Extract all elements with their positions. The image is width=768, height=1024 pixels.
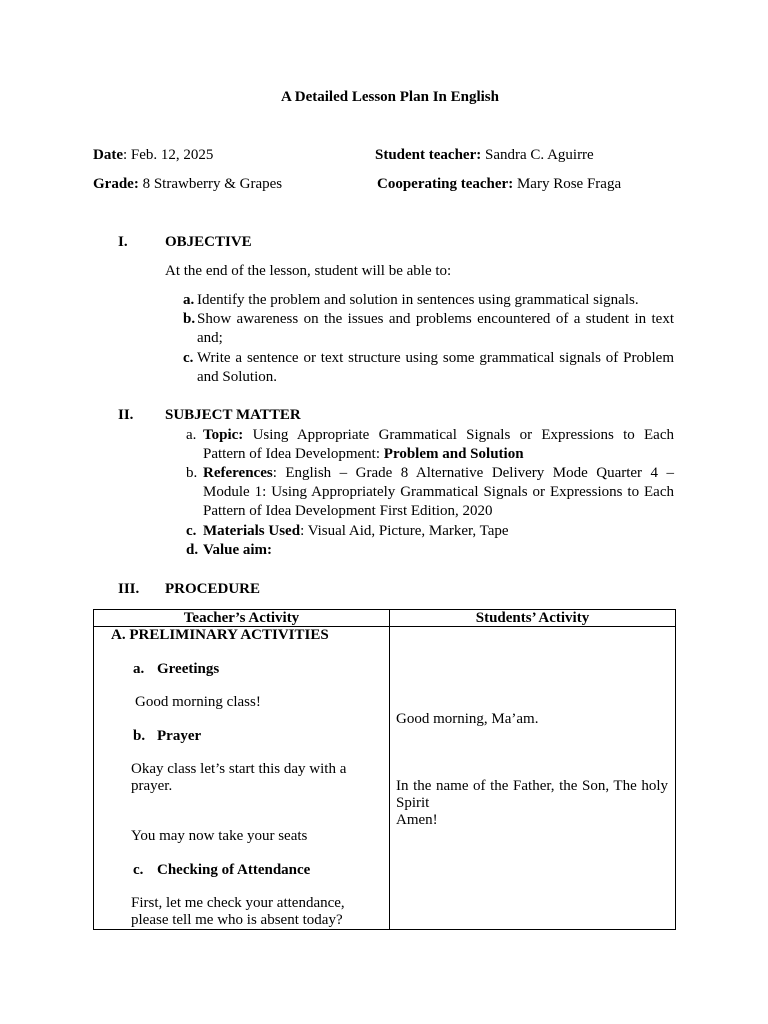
students-activity-header: Students’ Activity (390, 610, 676, 627)
subject-matter-heading: SUBJECT MATTER (165, 407, 301, 423)
references-marker: b. (186, 465, 198, 481)
procedure-heading: PROCEDURE (165, 581, 261, 597)
attendance-heading: Checking of Attendance (157, 862, 311, 878)
objective-b-text: Show awareness on the issues and problems encountered of a student in text and; (197, 311, 674, 346)
attendance-line-2: please tell me who is absent today? (131, 912, 343, 928)
grade-label: Grade: (93, 176, 139, 192)
topic-bold-tail: Problem and Solution (383, 446, 524, 462)
seats-line: You may now take your seats (131, 828, 308, 844)
attendance-marker: c. (133, 862, 144, 878)
student-teacher-value: Sandra C. Aguirre (484, 147, 594, 163)
date-label: Date (93, 147, 123, 163)
topic-text: Using Appropriate Grammatical Signals or Expressions to Each Pattern of Idea Development: (203, 427, 674, 462)
table-row (94, 627, 676, 930)
objective-intro: At the end of the lesson, student will be able to: (165, 263, 452, 279)
grade-value: 8 Strawberry & Grapes (142, 176, 283, 192)
greetings-heading: Greetings (157, 661, 220, 677)
table-header-row (94, 610, 676, 627)
prayer-heading: Prayer (157, 728, 202, 744)
students-activity-cell (390, 627, 676, 930)
procedure-table (93, 609, 676, 930)
document-title: A Detailed Lesson Plan In English (281, 89, 499, 105)
teacher-activity-header: Teacher’s Activity (94, 610, 390, 627)
materials-marker: c. (186, 523, 197, 539)
subject-matter-number: II. (118, 407, 134, 423)
attendance-line-1: First, let me check your attendance, (131, 895, 345, 911)
objective-a-marker: a. (183, 292, 195, 308)
prayer-line-1: Okay class let’s start this day with a (131, 761, 347, 777)
objective-number: I. (118, 234, 128, 250)
references-label: References (203, 465, 273, 481)
cooperating-teacher-line (377, 175, 621, 194)
student-teacher-line (375, 146, 594, 165)
preliminary-activities-heading: A. PRELIMINARY ACTIVITIES (111, 627, 329, 643)
objective-b-marker: b. (183, 311, 196, 327)
greeting-reply: Good morning, Ma’am. (396, 711, 539, 727)
value-aim-marker: d. (186, 542, 199, 558)
student-teacher-label: Student teacher: (375, 147, 482, 163)
objective-a-text: Identify the problem and solution in sentences using grammatical signals. (197, 292, 639, 308)
materials-text: : Visual Aid, Picture, Marker, Tape (300, 523, 509, 539)
value-aim-label: Value aim: (203, 542, 273, 558)
teacher-activity-cell (94, 627, 390, 930)
cooperating-teacher-label: Cooperating teacher: (377, 176, 514, 192)
cooperating-teacher-value: Mary Rose Fraga (516, 176, 622, 192)
greetings-marker: a. (133, 661, 145, 677)
amen-reply: Amen! (396, 812, 438, 828)
objective-heading: OBJECTIVE (165, 234, 252, 250)
greetings-line: Good morning class! (135, 694, 261, 710)
materials-item (203, 522, 509, 541)
date-value: Feb. 12, 2025 (130, 147, 214, 163)
references-text: : English – Grade 8 Alternative Delivery Mode Quarter 4 – Module 1: Using Appropriately Grammatical Signals or Expressions to Each Pattern of Idea Development First Edition, 2020 (203, 465, 674, 519)
prayer-marker: b. (133, 728, 146, 744)
grade-line (93, 175, 282, 194)
topic-item (203, 426, 674, 464)
date-line: Date: Feb. 12, 2025 (93, 147, 214, 163)
topic-label: Topic: (203, 427, 244, 443)
procedure-number: III. (118, 581, 140, 597)
references-item (203, 464, 674, 521)
topic-marker: a. (186, 427, 197, 443)
materials-label: Materials Used (203, 523, 301, 539)
objective-c-text: Write a sentence or text structure using some grammatical signals of Problem and Solution. (197, 350, 674, 385)
prayer-reply: In the name of the Father, the Son, The holy Spirit (396, 778, 668, 811)
prayer-line-2: prayer. (131, 778, 173, 794)
objective-c-marker: c. (183, 350, 194, 366)
